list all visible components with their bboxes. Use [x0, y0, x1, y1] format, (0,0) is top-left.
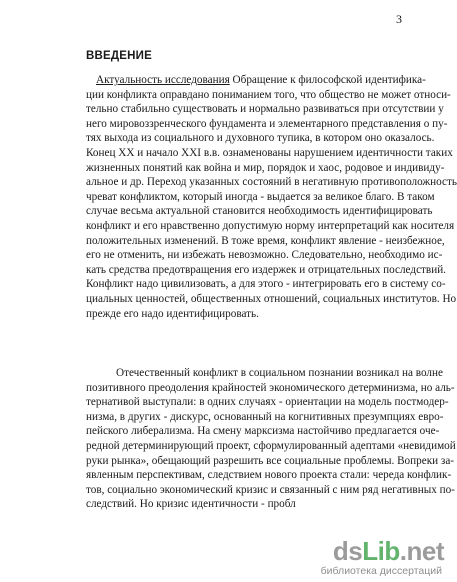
text-line: жизненных понятий как война и мир, порядок и хаос, родовое и индивиду- — [86, 161, 445, 174]
text-line: низма, в других - дискурс, основанный на когнитивных презумпциях евро- — [86, 410, 444, 423]
text-line: пейского либерализма. На смену марксизма настойчиво предлагается оче- — [86, 425, 440, 438]
text-line: него мировоззренческого фундамента и элементарного представления о пу- — [86, 117, 448, 130]
text-line: тях выхода из социального и духовного тупика, в котором оно оказалось. — [86, 132, 435, 145]
text-line: редной детерминирующий проект, сформулированный адептами «невидимой — [86, 439, 456, 452]
logo-accent: Lib — [362, 536, 400, 566]
watermark-subtitle: библиотека диссертаций — [320, 565, 442, 577]
text-line: явленным перспективам, следствием нового проекта стали: череда конфлик- — [86, 469, 452, 482]
paragraph-first-line — [86, 73, 426, 88]
text-line: позитивного преодоления крайностей экономического детерминизма, но аль- — [86, 381, 455, 394]
logo-prefix: ds — [332, 536, 363, 566]
text-line: конфликт и его нравственно допустимую норму интерпретаций как носителя — [86, 219, 455, 232]
text-line: ции конфликта оправдано пониманием того, что общество не может относи- — [86, 88, 451, 101]
page-number: 3 — [396, 12, 402, 26]
text-line: случае весьма актуальной становится необходимость идентифицировать — [86, 205, 433, 218]
text-line: его не отменить, ни избежать невозможно. Следовательно, необходимо ис- — [86, 249, 443, 262]
dslib-watermark — [320, 536, 444, 578]
logo-suffix: .net — [399, 536, 444, 566]
text-line: положительных изменений. В тоже время, конфликт явление - неизбежное, — [86, 234, 445, 247]
paragraph-domestic-conflict — [86, 366, 456, 512]
text-line: тельно стабильно существовать и нормально развиваться при отсутствии у — [86, 103, 444, 116]
text-line: альное и др. Переход указанных состояний в негативную противоположность — [86, 176, 457, 189]
text-line: тов, социально экономический кризис и связанный с ним ряд негативных по- — [86, 483, 455, 496]
text-line: чреват конфликтом, который иногда - выдается за великое благо. В таком — [86, 190, 435, 203]
text-line: кать средства предотвращения его издержек и отрицательных последствий. — [86, 263, 446, 276]
dslib-logo — [333, 536, 444, 567]
text-line: Конец XX и начало XXI в.в. ознаменованы нарушением идентичности таких — [86, 146, 453, 159]
text-line: руки рынка», обещающий разрешить все социальные проблемы. Вопреки за- — [86, 454, 455, 467]
paragraph-first-line: Отечественный конфликт в социальном познании возникал на волне — [116, 367, 443, 379]
text-line: прежде его надо идентифицировать. — [86, 307, 259, 320]
text-line: следствий. Но кризис идентичности - пробл — [86, 498, 296, 511]
text-line: Конфликт надо цивилизовать, а для этого - интегрировать его в систему со- — [86, 278, 446, 291]
text-line: тернативой выступали: в одних случаях - ориентации на модель постмодер- — [86, 396, 449, 409]
first-line-rest: Обращение к философской идентифика- — [229, 74, 426, 86]
section-heading: ВВЕДЕНИЕ — [86, 50, 152, 62]
relevance-lead: Актуальность исследования — [96, 74, 230, 86]
text-line: циальных ценностей, общественных отношений, социальных институтов. Но — [86, 292, 457, 305]
paragraph-relevance — [86, 73, 457, 321]
